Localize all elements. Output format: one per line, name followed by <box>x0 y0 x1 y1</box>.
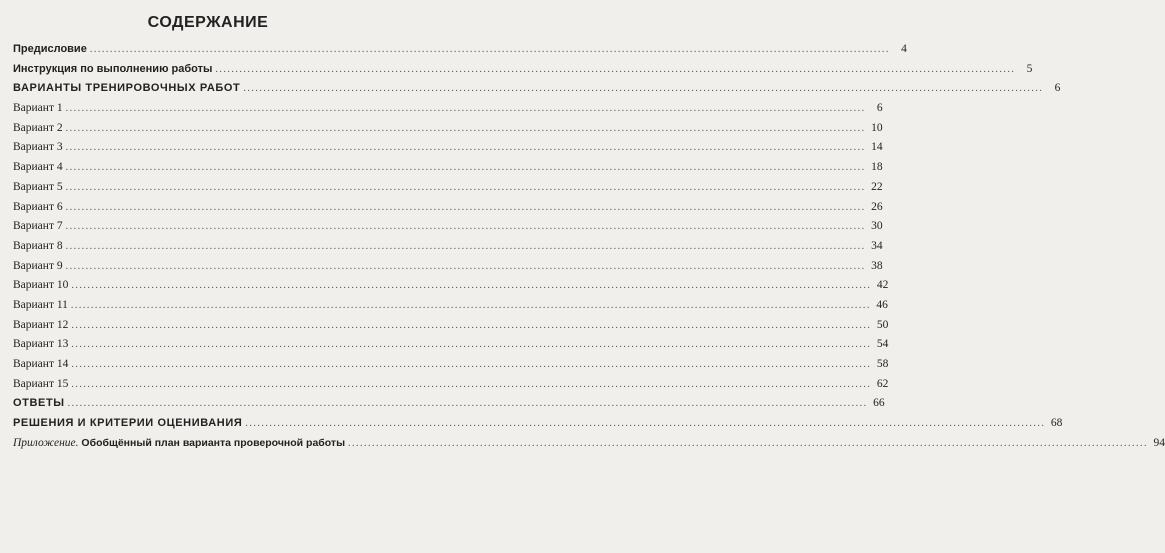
dot-leader: ........................................................................................................................................................................................................ <box>65 240 866 252</box>
toc-entry-label: ВАРИАНТЫ ТРЕНИРОВОЧНЫХ РАБОТ <box>13 82 241 95</box>
toc-entry-label: Вариант 13 <box>13 338 69 351</box>
toc-page-number: 4 <box>901 43 907 55</box>
toc-entry <box>13 119 883 139</box>
toc-entry-label: Вариант 5 <box>13 180 63 193</box>
toc-entry-label: Вариант 9 <box>13 259 63 272</box>
dot-leader: ........................................................................................................................................................................................................ <box>65 260 866 272</box>
toc-entry <box>13 60 1033 80</box>
dot-leader: ........................................................................................................................................................................................................ <box>89 44 890 55</box>
toc-entry <box>13 237 883 257</box>
toc-page-number: 14 <box>871 141 883 154</box>
dot-leader: ........................................................................................................................................................................................................ <box>245 418 1046 430</box>
toc-page-number: 46 <box>876 298 888 311</box>
dot-leader: ........................................................................................................................................................................................................ <box>65 122 866 134</box>
toc-page-number: 50 <box>876 318 889 331</box>
toc-entry <box>13 198 883 218</box>
dot-leader: ........................................................................................................................................................................................................ <box>71 319 872 331</box>
toc-entry <box>13 316 889 336</box>
toc-entry <box>13 158 883 178</box>
dot-leader: ........................................................................................................................................................................................................ <box>71 280 872 292</box>
dot-leader: ........................................................................................................................................................................................................ <box>65 103 866 115</box>
toc-page-number: 58 <box>876 358 889 370</box>
toc-entry-label: ОТВЕТЫ <box>13 397 65 410</box>
toc-entry-label: РЕШЕНИЯ И КРИТЕРИИ ОЦЕНИВАНИЯ <box>13 417 243 430</box>
toc-entry-label: Вариант 12 <box>13 318 69 331</box>
toc-page-number: 42 <box>876 279 889 292</box>
dot-leader: ........................................................................................................................................................................................................ <box>71 339 872 351</box>
dot-leader: ........................................................................................................................................................................................................ <box>71 378 872 390</box>
toc-entry <box>13 335 889 355</box>
toc-entry-label: Предисловие <box>13 43 87 55</box>
dot-leader: ........................................................................................................................................................................................................ <box>65 201 866 213</box>
toc-entry-label: Вариант 4 <box>13 161 63 174</box>
toc-entry <box>13 79 1061 99</box>
dot-leader: ........................................................................................................................................................................................................ <box>215 63 1016 75</box>
toc-entry-appendix <box>13 434 1165 454</box>
toc-page-number: 22 <box>871 180 883 193</box>
toc-entry <box>13 394 885 414</box>
toc-page-number: 10 <box>871 121 883 134</box>
toc-page-number: 30 <box>871 220 883 233</box>
toc-entry-label: Вариант 1 <box>13 102 63 115</box>
toc-entry-label: Вариант 2 <box>13 121 63 134</box>
toc-entry <box>13 414 1063 434</box>
toc-entry-label: Вариант 3 <box>13 141 63 154</box>
toc-entry <box>13 178 883 198</box>
toc-entry <box>13 355 889 375</box>
toc-entry-label: Вариант 14 <box>13 358 69 370</box>
toc-entry-label: Инструкция по выполнению работы <box>13 62 213 75</box>
dot-leader: ........................................................................................................................................................................................................ <box>65 221 866 233</box>
dot-leader: ........................................................................................................................................................................................................ <box>70 299 871 311</box>
toc-entry-label: Вариант 10 <box>13 279 69 292</box>
toc-entry <box>13 40 907 60</box>
toc-page-number: 26 <box>871 200 883 213</box>
toc-page-number: 68 <box>1050 417 1063 430</box>
toc-page-number: 62 <box>876 377 889 390</box>
dot-leader: ........................................................................................................................................................................................................ <box>65 181 866 193</box>
dot-leader: ........................................................................................................................................................................................................ <box>243 83 1044 95</box>
toc-entry <box>13 276 889 296</box>
toc-entry <box>13 257 883 277</box>
dot-leader: ........................................................................................................................................................................................................ <box>65 162 866 174</box>
toc-entry-label: Вариант 15 <box>13 377 69 390</box>
toc-entry-label: Приложение. Обобщённый план варианта проверочной работы <box>13 436 346 449</box>
dot-leader: ........................................................................................................................................................................................................ <box>71 359 872 370</box>
toc-entry <box>13 99 883 119</box>
toc-page-number: 66 <box>873 397 885 410</box>
table-of-contents <box>13 40 1165 453</box>
toc-page-number: 34 <box>871 239 883 252</box>
toc-page-number: 18 <box>871 161 883 174</box>
toc-entry-label: Вариант 8 <box>13 239 63 252</box>
toc-page-number: 38 <box>871 259 883 272</box>
toc-page-number: 54 <box>876 338 889 351</box>
toc-page-number: 5 <box>1026 62 1033 75</box>
toc-entry-label: Вариант 6 <box>13 200 63 213</box>
toc-entry <box>13 375 889 395</box>
page-title: СОДЕРЖАНИЕ <box>147 14 269 31</box>
toc-entry <box>13 138 883 158</box>
toc-page-number: 6 <box>1054 82 1061 95</box>
toc-entry <box>13 296 888 316</box>
dot-leader: ........................................................................................................................................................................................................ <box>348 437 1149 449</box>
toc-page-number: 6 <box>876 102 883 115</box>
dot-leader: ........................................................................................................................................................................................................ <box>67 398 868 410</box>
toc-entry <box>13 217 883 237</box>
toc-page-number: 94 <box>1153 436 1165 449</box>
dot-leader: ........................................................................................................................................................................................................ <box>65 142 866 154</box>
toc-entry-label: Вариант 11 <box>13 298 68 311</box>
toc-entry-label: Вариант 7 <box>13 220 63 233</box>
